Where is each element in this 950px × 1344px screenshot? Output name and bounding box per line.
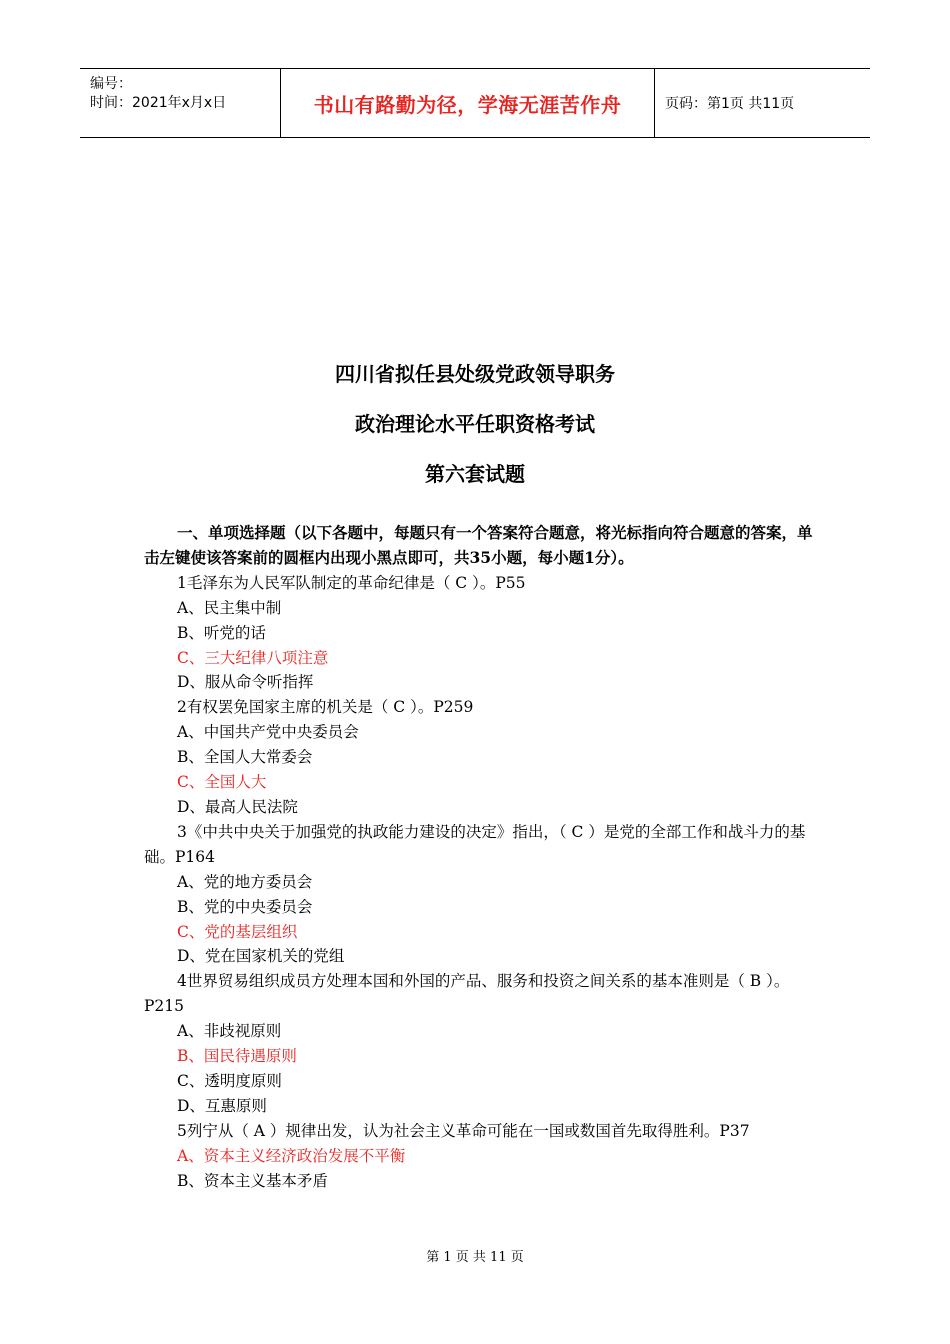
answer-option-correct[interactable]: B、国民待遇原则 <box>177 1047 297 1066</box>
question-stem: 2有权罢免国家主席的机关是（ C ）。P259 <box>177 698 474 717</box>
answer-option-correct[interactable]: C、三大纪律八项注意 <box>177 648 329 667</box>
question-stem: 3《中共中央关于加强党的执政能力建设的决定》指出，（ C ）是党的全部工作和战斗力的基础。P164 <box>144 822 806 866</box>
answer-option[interactable]: B、全国人大常委会 <box>177 748 313 767</box>
page-footer: 第 1 页 共 11 页 <box>426 1250 524 1265</box>
answer-option-correct[interactable]: C、全国人大 <box>177 773 267 792</box>
answer-option[interactable]: D、互惠原则 <box>177 1096 267 1115</box>
title-line-1: 四川省拟任县处级党政领导职务 <box>335 362 615 386</box>
answer-option[interactable]: B、党的中央委员会 <box>177 897 313 916</box>
number-label: 编号： <box>90 76 132 92</box>
page-header <box>80 68 870 138</box>
answer-option[interactable]: D、最高人民法院 <box>177 797 298 816</box>
answer-option[interactable]: B、听党的话 <box>177 623 266 642</box>
answer-option-correct[interactable]: A、资本主义经济政治发展不平衡 <box>177 1146 406 1165</box>
question-list <box>144 571 816 1194</box>
title-line-2: 政治理论水平任职资格考试 <box>355 412 595 436</box>
question-stem: 1毛泽东为人民军队制定的革命纪律是（ C ）。P55 <box>177 573 526 592</box>
title-line-3: 第六套试题 <box>425 462 525 486</box>
section-heading: 一、单项选择题（以下各题中，每题只有一个答案符合题意，将光标指向符合题意的答案，单击左键使该答案前的圆框内出现小黑点即可，共35小题，每小题1分）。 <box>144 523 813 567</box>
answer-option[interactable]: D、服从命令听指挥 <box>177 673 314 692</box>
answer-option[interactable]: A、中国共产党中央委员会 <box>177 723 359 742</box>
answer-option[interactable]: A、党的地方委员会 <box>177 872 313 891</box>
header-page-info: 页码：第1页 共11页 <box>665 96 795 112</box>
answer-option[interactable]: A、民主集中制 <box>177 598 282 617</box>
time-label: 时间：2021年x月x日 <box>90 95 227 111</box>
header-motto: 书山有路勤为径，学海无涯苦作舟 <box>281 69 655 137</box>
answer-option[interactable]: A、非歧视原则 <box>177 1022 282 1041</box>
answer-option[interactable]: D、党在国家机关的党组 <box>177 947 345 966</box>
answer-option-correct[interactable]: C、党的基层组织 <box>177 922 298 941</box>
header-meta <box>80 69 281 137</box>
question-stem: 4世界贸易组织成员方处理本国和外国的产品、服务和投资之间关系的基本准则是（ B ）。P215 <box>144 972 790 1016</box>
answer-option[interactable]: B、资本主义基本矛盾 <box>177 1171 328 1190</box>
exam-content <box>144 521 816 1193</box>
answer-option[interactable]: C、透明度原则 <box>177 1071 282 1090</box>
question-stem: 5列宁从（ A ）规律出发，认为社会主义革命可能在一国或数国首先取得胜利。P37 <box>177 1121 750 1140</box>
